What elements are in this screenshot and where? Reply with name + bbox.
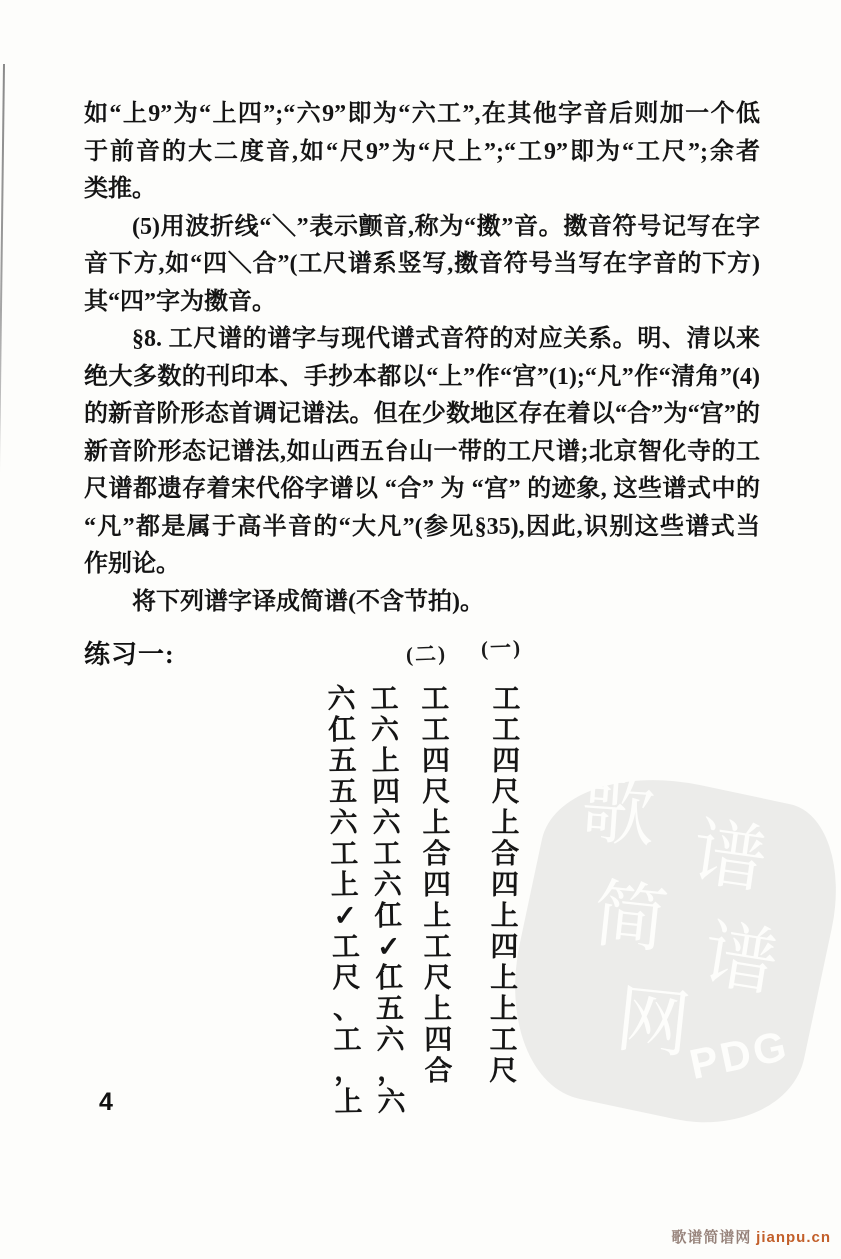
gongche-column-2 bbox=[418, 684, 456, 1087]
gongche-char: 上 bbox=[422, 807, 451, 840]
text-line: 如“上9”为“上四”;“六9”即为“六工”,在其他字音后则加一个低 bbox=[84, 101, 760, 127]
gongche-char: 工 bbox=[492, 683, 521, 716]
seal-character: 简 bbox=[589, 873, 672, 964]
gongche-char: 上 bbox=[423, 900, 452, 933]
gongche-column-3 bbox=[367, 684, 409, 1119]
gongche-char: 上 bbox=[489, 993, 519, 1026]
page-number: 4 bbox=[99, 1088, 113, 1116]
gongche-char: 六 bbox=[370, 714, 400, 747]
gongche-char: 上 bbox=[490, 900, 519, 933]
gongche-char: 四 bbox=[490, 869, 520, 902]
text-line: 其“四”字为擞音。 bbox=[84, 288, 276, 315]
gongche-column-4 bbox=[324, 684, 366, 1119]
gongche-char: 工 bbox=[331, 931, 361, 964]
gongche-char: 工 bbox=[370, 683, 399, 716]
gongche-char: 尺 bbox=[489, 1055, 518, 1088]
gongche-char: 四 bbox=[422, 869, 452, 902]
gongche-char: ✓ bbox=[333, 900, 358, 933]
gongche-char: 五 bbox=[328, 745, 357, 778]
scan-edge-artifact bbox=[0, 64, 5, 504]
gongche-char: 工 bbox=[329, 838, 359, 871]
gongche-char: 五 bbox=[375, 993, 405, 1026]
text-line: 类推。 bbox=[84, 176, 156, 202]
gongche-char: 上 bbox=[490, 962, 519, 995]
seal-character: 歌 bbox=[578, 770, 658, 858]
seal-character: 谱 bbox=[697, 913, 784, 1007]
gongche-char: 上 bbox=[491, 807, 520, 840]
gongche-char: 四 bbox=[491, 745, 521, 778]
text-line: 将下列谱字译成简谱(不含节拍)。 bbox=[132, 588, 484, 615]
site-watermark-name: 歌谱简谱网 bbox=[671, 1230, 752, 1246]
site-watermark-url: jianpu.cn bbox=[756, 1229, 831, 1246]
group-label-2: (二) bbox=[405, 641, 448, 667]
gongche-char: 工 bbox=[372, 838, 402, 871]
gongche-char: ， bbox=[376, 1055, 406, 1088]
gongche-char: 六 bbox=[327, 683, 356, 716]
gongche-char: 工 bbox=[489, 1024, 518, 1057]
text-line: 新音阶形态记谱法,如山西五台山一带的工尺谱;北京智化寺的工 bbox=[84, 438, 760, 465]
watermark-stamp bbox=[491, 755, 841, 1143]
seal-character: 网 bbox=[611, 978, 695, 1069]
body-text bbox=[84, 96, 760, 621]
gongche-char: 四 bbox=[424, 1024, 453, 1057]
text-line: (5)用波折线“＼”表示颤音,称为“擞”音。擞音符号记写在字 bbox=[132, 213, 760, 240]
text-line: 绝大多数的刊印本、手抄本都以“上”作“宫”(1);“凡”作“清角”(4) bbox=[84, 363, 760, 390]
gongche-char: 尺 bbox=[491, 776, 520, 809]
gongche-char: 工 bbox=[333, 1024, 362, 1057]
gongche-char: 合 bbox=[422, 838, 451, 871]
group-label-1: (一) bbox=[480, 635, 523, 661]
gongche-char: 尺 bbox=[423, 962, 452, 995]
gongche-char: 四 bbox=[421, 745, 451, 778]
gongche-char: 仜 bbox=[373, 900, 403, 933]
gongche-char: 、 bbox=[332, 993, 362, 1026]
gongche-char: 上 bbox=[330, 869, 359, 902]
gongche-char: 工 bbox=[492, 714, 521, 747]
gongche-char: 合 bbox=[424, 1055, 453, 1088]
gongche-char: 五 bbox=[328, 776, 358, 809]
gongche-char: 工 bbox=[421, 714, 450, 747]
pdg-watermark-label: PDG bbox=[685, 1021, 794, 1089]
gongche-char: 合 bbox=[491, 838, 520, 871]
gongche-char: 尺 bbox=[422, 776, 451, 809]
gongche-char: 仜 bbox=[375, 962, 404, 995]
text-line: 音下方,如“四＼合”(工尺谱系竖写,擞音符号当写在字音的下方) bbox=[84, 251, 760, 277]
text-line: 作别论。 bbox=[84, 551, 180, 577]
gongche-char: 工 bbox=[421, 683, 450, 716]
gongche-char: 上 bbox=[334, 1086, 363, 1119]
text-line: “凡”都是属于高半音的“大凡”(参见§35),因此,识别这些谱式当 bbox=[84, 513, 760, 540]
gongche-char: 六 bbox=[373, 869, 402, 902]
gongche-char: ✓ bbox=[376, 931, 401, 964]
text-line: §8. 工尺谱的谱字与现代谱式音符的对应关系。明、清以来 bbox=[132, 326, 760, 352]
exercise-label: 练习一: bbox=[84, 640, 175, 669]
gongche-char: 上 bbox=[423, 993, 453, 1026]
site-watermark bbox=[671, 1226, 831, 1247]
gongche-char: 尺 bbox=[332, 962, 361, 995]
text-line: 尺谱都遗存着宋代俗字谱以 “合” 为 “宫” 的迹象, 这些谱式中的 bbox=[84, 476, 760, 502]
gongche-char: 上 bbox=[371, 745, 400, 778]
gongche-char: 六 bbox=[376, 1024, 405, 1057]
gongche-char: 六 bbox=[377, 1086, 406, 1119]
gongche-char: 六 bbox=[372, 807, 401, 840]
gongche-char: 仜 bbox=[327, 714, 357, 747]
gongche-char: 工 bbox=[423, 931, 452, 964]
gongche-char: ， bbox=[333, 1055, 363, 1088]
gongche-column-1 bbox=[486, 684, 524, 1087]
text-line: 的新音阶形态首调记谱法。但在少数地区存在着以“合”为“宫”的 bbox=[84, 401, 760, 427]
gongche-char: 四 bbox=[490, 931, 519, 964]
gongche-char: 六 bbox=[329, 807, 358, 840]
gongche-char: 四 bbox=[371, 776, 401, 809]
text-line: 于前音的大二度音,如“尺9”为“尺上”;“工9”即为“工尺”;余者 bbox=[84, 138, 760, 165]
seal-character: 谱 bbox=[686, 811, 772, 904]
